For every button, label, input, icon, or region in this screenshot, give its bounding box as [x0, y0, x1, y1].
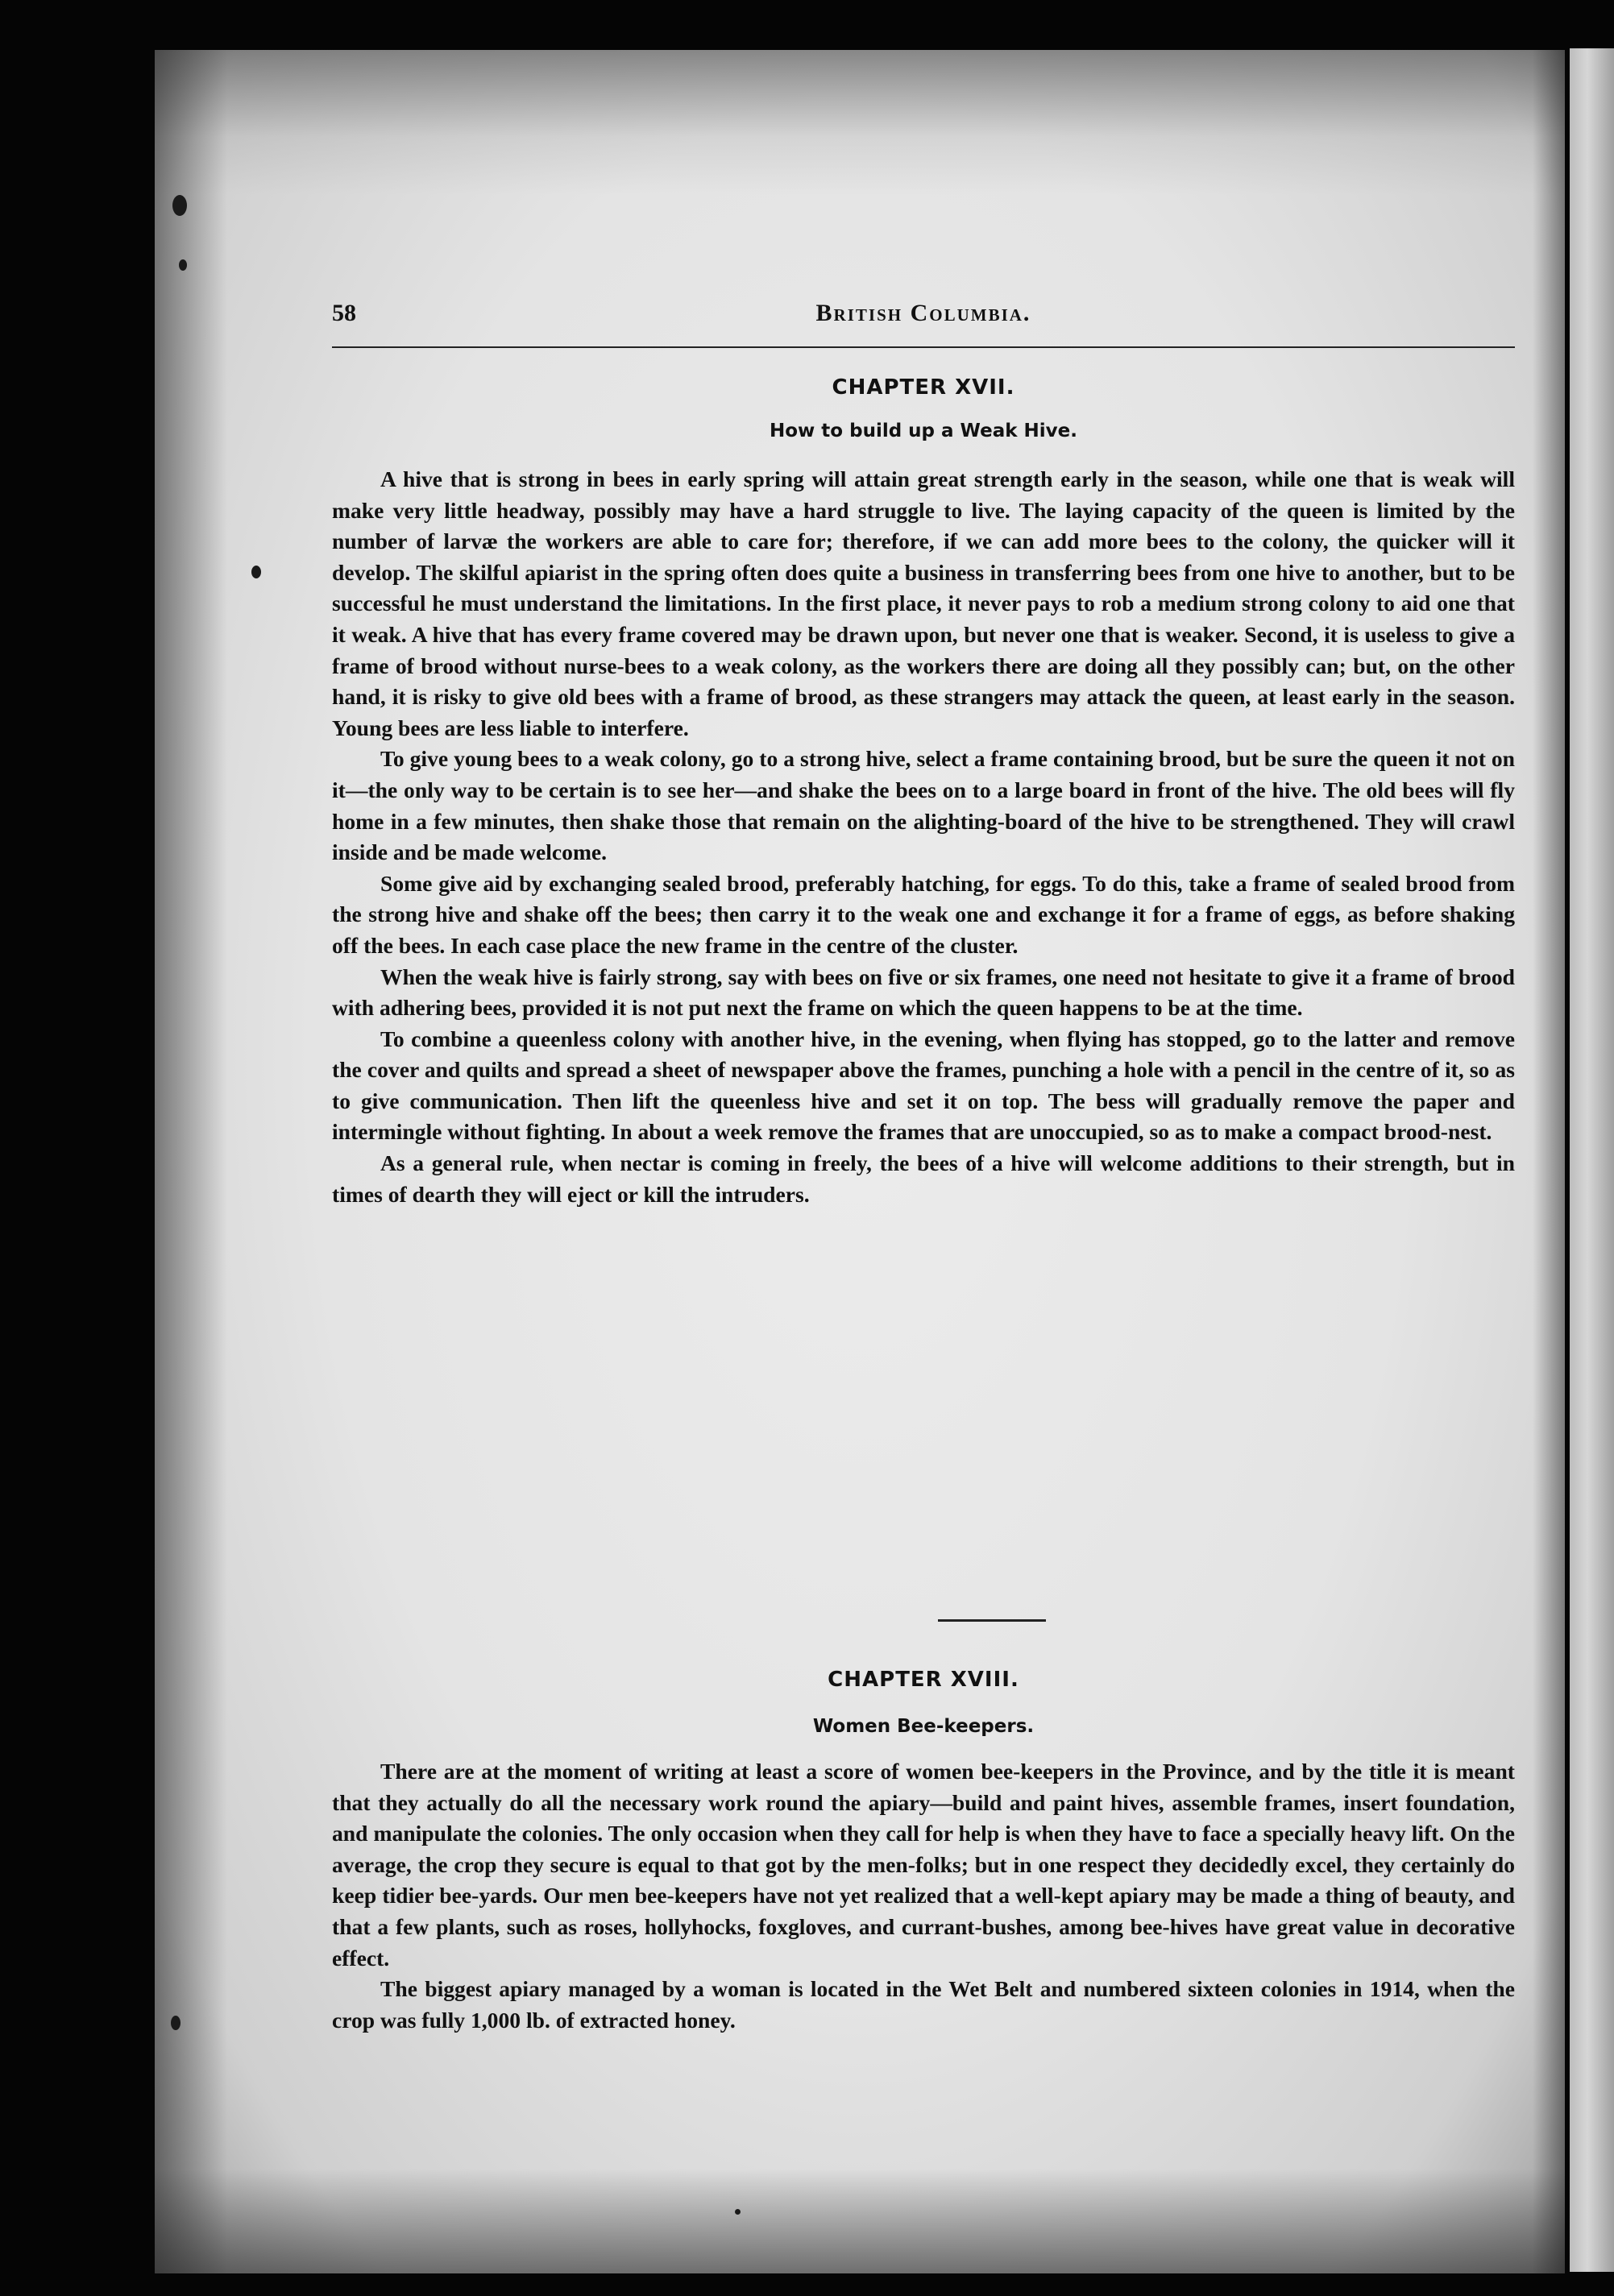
paragraph: As a general rule, when nectar is coming in freely, the bees of a hive will welcome additions to their strength, but in times of dearth they will eject or kill the intruders.: [332, 1150, 1515, 1207]
scan-shadow-bottom: [155, 2169, 1565, 2273]
scan-speck: [172, 195, 187, 216]
scan-speck: [251, 566, 261, 578]
scan-shadow-top: [155, 50, 1565, 195]
scan-speck: [171, 2016, 180, 2030]
page-gutter: [1533, 50, 1565, 2273]
page-number: 58: [332, 300, 356, 326]
section-divider: [938, 1619, 1046, 1622]
paragraph: The biggest apiary managed by a woman is located in the Wet Belt and numbered sixteen colonies in 1914, when the crop was fully 1,000 lb. of extracted honey.: [332, 1976, 1515, 2033]
paragraph: To combine a queenless colony with another hive, in the evening, when flying has stopped, go to the latter and remove the cover and quilts and spread a sheet of newspaper above the frames, punching a hole with a pencil in the centre of it, so as to give communication. Then lift the queenless hive and set it on top. The bess will gradually remove the paper and intermingle without fighting. In about a week remove the frames that are unoccupied, so as to make a compact brood-nest.: [332, 1026, 1515, 1145]
adjacent-page-edge: [1570, 48, 1614, 2272]
page-sheet: [155, 50, 1565, 2273]
scan-speck: [179, 259, 187, 271]
paragraph: A hive that is strong in bees in early spring will attain great strength early in the season, while one that is weak will make very little headway, possibly may have a hard struggle to live. The laying capacity of the queen is limited by the number of larvæ the workers are able to care for; therefore, if we can add more bees to the colony, the quicker will it develop. The skilful apiarist in the spring often does quite a business in transferring bees from one hive to another, but to be successful he must understand the limitations. In the first place, it never pays to rob a medium strong colony to aid one that it weak. A hive that has every frame covered may be drawn upon, but never one that is weaker. Second, it is useless to give a frame of brood without nurse-bees to a weak colony, as the workers there are doing all they possibly can; but, on the other hand, it is risky to give old bees with a frame of brood, as these strangers may attack the queen, at least early in the season. Young bees are less liable to interfere.: [332, 466, 1515, 740]
chapter-heading: CHAPTER XVIII.: [828, 1668, 1019, 1692]
scan-speck: [735, 2209, 741, 2215]
chapter-heading: CHAPTER XVII.: [832, 375, 1015, 400]
chapter-body: [332, 1756, 1515, 2036]
chapter-body: [332, 464, 1515, 1210]
paragraph: When the weak hive is fairly strong, say with bees on five or six frames, one need not hesitate to give it a frame of brood with adhering bees, provided it is not put next the frame on which the queen happens to be at the time.: [332, 964, 1515, 1021]
header-rule: [332, 346, 1515, 348]
running-head: [332, 300, 1515, 348]
paragraph: Some give aid by exchanging sealed brood, preferably hatching, for eggs. To do this, take a frame of sealed brood from the strong hive and shake off the bees; then carry it to the weak one and exchange it for a frame of eggs, as before shaking off the bees. In each case place the new frame in the centre of the cluster.: [332, 870, 1515, 958]
paragraph: There are at the moment of writing at least a score of women bee-keepers in the Province, and by the title it is meant that they actually do all the necessary work round the apiary—build and paint hives, assemble frames, insert foundation, and manipulate the colonies. The only occasion when they call for help is when they have to face a specially heavy lift. On the average, the crop they secure is equal to that got by the men-folks; but in one respect they decidedly excel, they certainly do keep tidier bee-yards. Our men bee-keepers have not yet realized that a well-kept apiary may be made a thing of beauty, and that a few plants, such as roses, hollyhocks, foxgloves, and currant-bushes, among bee-hives have great value in decorative effect.: [332, 1759, 1515, 1971]
running-title: British Columbia.: [815, 300, 1031, 326]
chapter-subtitle: Women Bee-keepers.: [812, 1716, 1035, 1737]
chapter-subtitle: How to build up a Weak Hive.: [770, 421, 1077, 441]
scan-shadow-left: [155, 50, 227, 2273]
paragraph: To give young bees to a weak colony, go to a strong hive, select a frame containing brood, but be sure the queen it not on it—the only way to be certain is to see her—and shake the bees on to a large board in front of the hive. The old bees will fly home in a few minutes, then shake those that remain on the alighting-board of the hive to be strengthened. They will crawl inside and be made welcome.: [332, 746, 1515, 865]
